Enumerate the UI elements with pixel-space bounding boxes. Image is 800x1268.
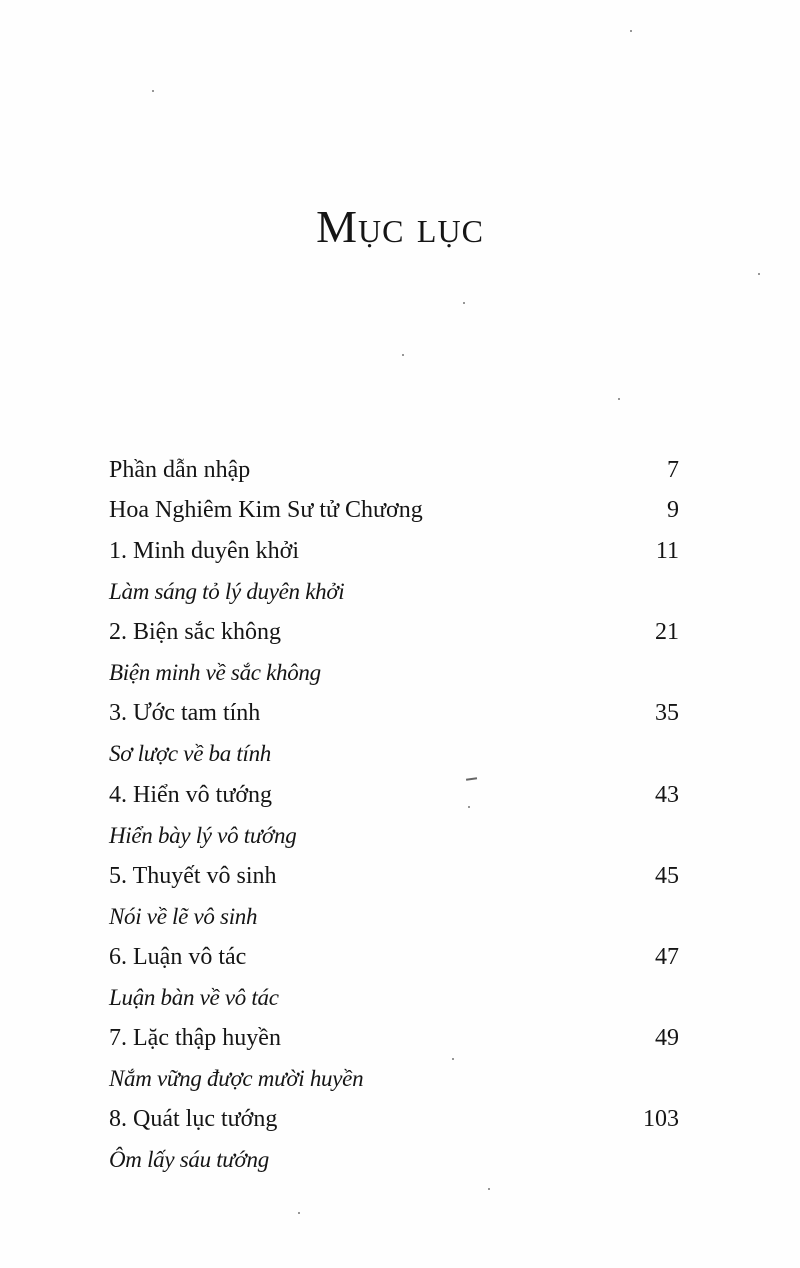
toc-subtitle-text: Nắm vững được mười huyền bbox=[109, 1066, 364, 1092]
toc-page-number: 7 bbox=[667, 456, 679, 483]
scan-speck bbox=[488, 1188, 490, 1190]
toc-page-number: 35 bbox=[655, 700, 679, 727]
toc-entry-label: 6. Luận vô tác bbox=[109, 943, 247, 970]
toc-subtitle-chapter-3 bbox=[109, 734, 679, 775]
toc-subtitle-text: Ôm lấy sáu tướng bbox=[109, 1147, 269, 1173]
toc-subtitle-text: Nói về lẽ vô sinh bbox=[109, 903, 258, 929]
scan-speck bbox=[618, 398, 620, 400]
toc-page-number: 11 bbox=[655, 537, 679, 564]
toc-subtitle-text: Biện minh về sắc không bbox=[109, 660, 321, 686]
toc-subtitle-chapter-4 bbox=[109, 815, 679, 856]
toc-page-number: 49 bbox=[655, 1025, 679, 1052]
scan-speck bbox=[152, 90, 154, 92]
toc-entry-chapter-3[interactable] bbox=[109, 694, 679, 735]
toc-entry-chapter-8[interactable] bbox=[109, 1100, 679, 1141]
page-title: Mục lục bbox=[316, 201, 484, 252]
toc-entry-label: 5. Thuyết vô sinh bbox=[109, 862, 277, 889]
scan-speck bbox=[630, 30, 632, 32]
toc-entry-label: 4. Hiển vô tướng bbox=[109, 781, 273, 808]
toc-page-number: 45 bbox=[655, 862, 679, 889]
toc-entry-chapter-5[interactable] bbox=[109, 856, 679, 897]
scan-speck bbox=[452, 1058, 454, 1060]
toc-subtitle-text: Làm sáng tỏ lý duyên khởi bbox=[109, 579, 345, 605]
toc-entry-chapter-6[interactable] bbox=[109, 937, 679, 978]
toc-subtitle-chapter-7 bbox=[109, 1059, 679, 1100]
toc-page-number: 43 bbox=[655, 781, 679, 808]
toc-page-number: 9 bbox=[667, 497, 679, 524]
toc-subtitle-chapter-2 bbox=[109, 653, 679, 694]
toc-subtitle-chapter-5 bbox=[109, 897, 679, 938]
toc-entry-label: 7. Lặc thập huyền bbox=[109, 1025, 281, 1052]
toc-entry-label: Phần dẫn nhập bbox=[109, 456, 251, 483]
toc-entry-label: 2. Biện sắc không bbox=[109, 619, 281, 646]
toc-entry-label: 3. Ước tam tính bbox=[109, 700, 261, 727]
scan-speck bbox=[402, 354, 404, 356]
toc-subtitle-chapter-1 bbox=[109, 572, 679, 613]
toc-entry-chapter-4[interactable] bbox=[109, 775, 679, 816]
toc-page-number: 21 bbox=[655, 619, 679, 646]
toc-subtitle-text: Luận bàn về vô tác bbox=[109, 985, 279, 1011]
toc-entry-label: 1. Minh duyên khởi bbox=[109, 537, 300, 564]
toc-entry-chapter-1[interactable] bbox=[109, 531, 679, 572]
scan-speck bbox=[758, 273, 760, 275]
toc-subtitle-chapter-6 bbox=[109, 978, 679, 1019]
toc-subtitle-chapter-8 bbox=[109, 1140, 679, 1181]
scan-speck bbox=[468, 806, 470, 808]
toc-entry-main-text[interactable] bbox=[109, 491, 679, 532]
toc-entry-intro[interactable] bbox=[109, 450, 679, 491]
toc-page-number: 103 bbox=[643, 1106, 679, 1133]
toc-entry-label: 8. Quát lục tướng bbox=[109, 1106, 278, 1133]
scan-speck bbox=[463, 302, 465, 304]
toc-entry-label: Hoa Nghiêm Kim Sư tử Chương bbox=[109, 497, 423, 524]
scan-speck bbox=[298, 1212, 300, 1214]
table-of-contents bbox=[109, 450, 679, 1181]
toc-entry-chapter-7[interactable] bbox=[109, 1018, 679, 1059]
toc-subtitle-text: Sơ lược về ba tính bbox=[109, 741, 271, 767]
toc-subtitle-text: Hiển bày lý vô tướng bbox=[109, 822, 297, 848]
toc-page-number: 47 bbox=[655, 943, 679, 970]
toc-entry-chapter-2[interactable] bbox=[109, 612, 679, 653]
